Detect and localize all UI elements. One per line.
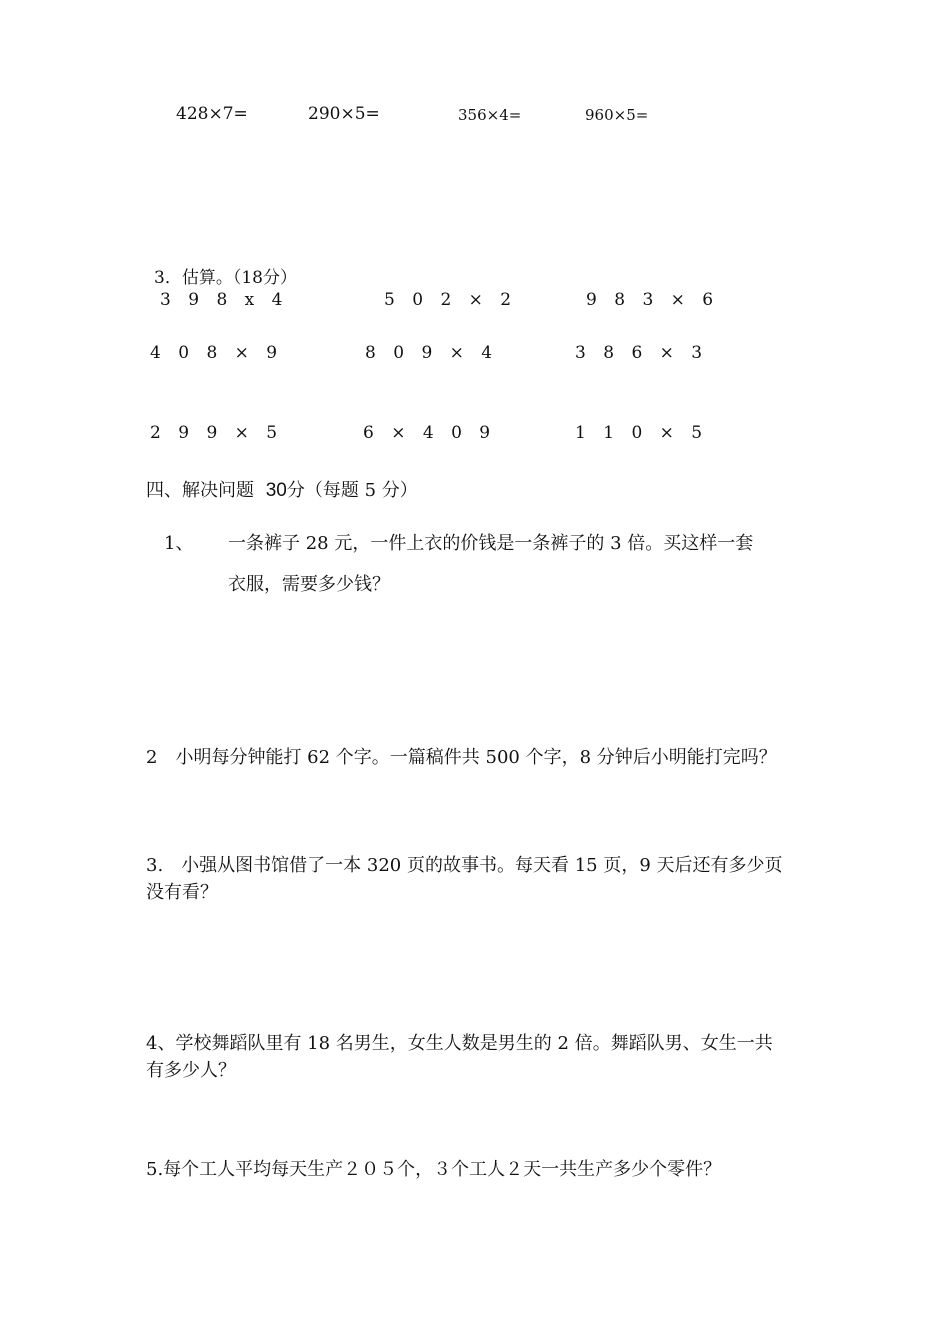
estimate-item: 6 × 4 0 9 (363, 423, 497, 443)
estimate-item: 4 0 8 × 9 (150, 343, 284, 363)
estimate-item: 3 8 6 × 3 (575, 343, 709, 363)
calc-item-3: 356×4= (458, 106, 522, 124)
section3-title: 3．估算。（18分） (154, 268, 297, 288)
estimate-item: 2 9 9 × 5 (150, 423, 284, 443)
estimate-item: 1 1 0 × 5 (575, 423, 709, 443)
q4-line1: 4、学校舞蹈队里有 18 名男生，女生人数是男生的 2 倍。舞蹈队男、女生一共 (146, 1033, 773, 1054)
q1-line1: 一条裤子 28 元，一件上衣的价钱是一条裤子的 3 倍。买这样一套 (228, 533, 754, 554)
q2-text: 2 小明每分钟能打 62 个字。一篇稿件共 500 个字，8 分钟后小明能打完吗？ (146, 747, 777, 768)
q3-line2: 没有看？ (146, 882, 218, 903)
section4-title-suffix: 分（每题 5 分） (286, 480, 418, 501)
estimate-item: 9 8 3 × 6 (586, 290, 720, 310)
q1-number: 1、 (164, 533, 194, 554)
section4-title (146, 476, 418, 502)
section4-title-prefix: 四、解决问题 (146, 480, 254, 501)
estimate-item: 3 9 8 x 4 (160, 290, 289, 310)
calc-item-4: 960×5= (585, 106, 649, 124)
estimate-item: 5 0 2 × 2 (384, 290, 518, 310)
estimate-item: 8 0 9 × 4 (365, 343, 499, 363)
q4-line2: 有多少人？ (146, 1060, 236, 1081)
section4-title-score: 30 (265, 480, 287, 501)
calc-item-1: 428×7= (176, 104, 248, 124)
q5-text: 5.每个工人平均每天生产２０５个，３个工人２天一共生产多少个零件？ (146, 1159, 722, 1180)
calc-item-2: 290×5= (308, 104, 380, 124)
q3-line1: 3. 小强从图书馆借了一本 320 页的故事书。每天看 15 页，9 天后还有多少页 (146, 855, 783, 876)
q1-line2: 衣服，需要多少钱？ (228, 574, 390, 595)
